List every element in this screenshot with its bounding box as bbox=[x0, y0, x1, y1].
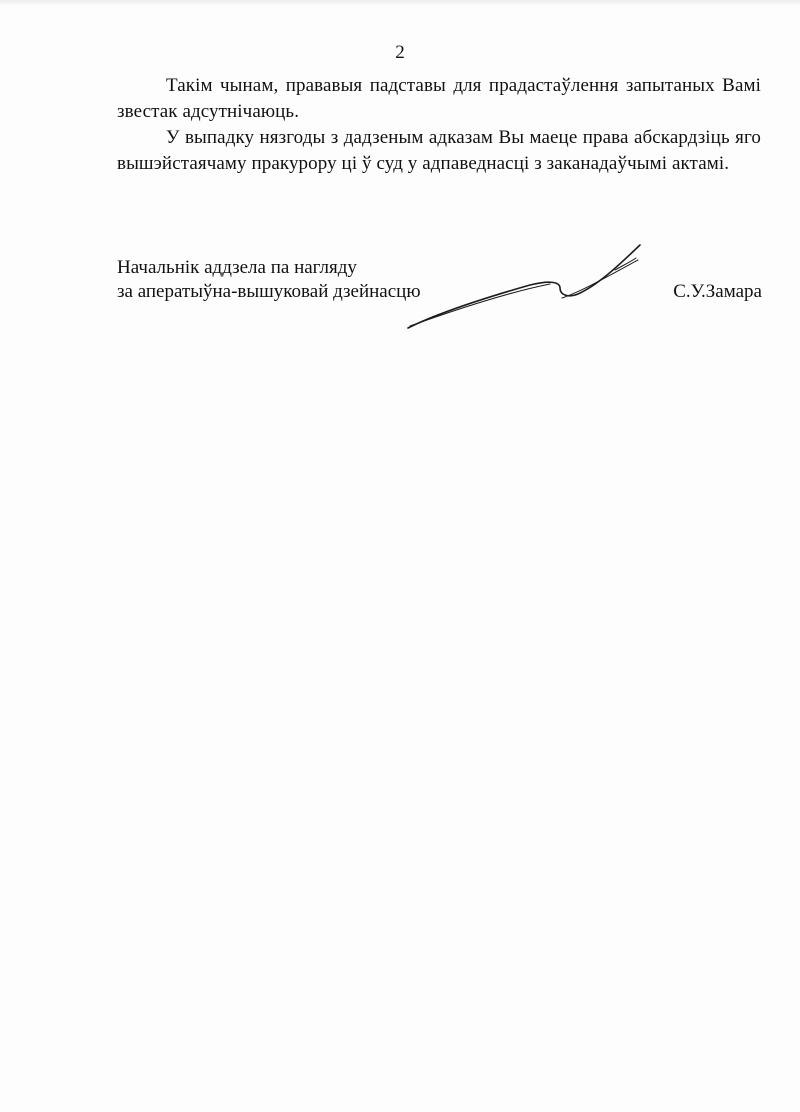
signature-block bbox=[117, 256, 762, 336]
paragraph-appeal-rights: У выпадку нязгоды з дадзеным адказам Вы маеце права абскардзіць яго вышэйстаячаму пракурору ці ў суд у адпаведнасці з заканадаўчымі актамі. bbox=[117, 127, 761, 174]
signatory-position-line-1: Начальнік аддзела па нагляду bbox=[117, 257, 357, 278]
signatory-name: С.У.Замара bbox=[673, 281, 762, 302]
signatory-position-line-2: за аператыўна-вышуковай дзейнасцю bbox=[117, 281, 421, 302]
page-number: 2 bbox=[395, 42, 405, 63]
scan-edge bbox=[0, 0, 800, 6]
letter-body bbox=[117, 73, 761, 177]
paragraph-conclusion: Такім чынам, прававыя падставы для прадастаўлення запытаных Вамі звестак адсутнічаюць. bbox=[117, 75, 761, 122]
